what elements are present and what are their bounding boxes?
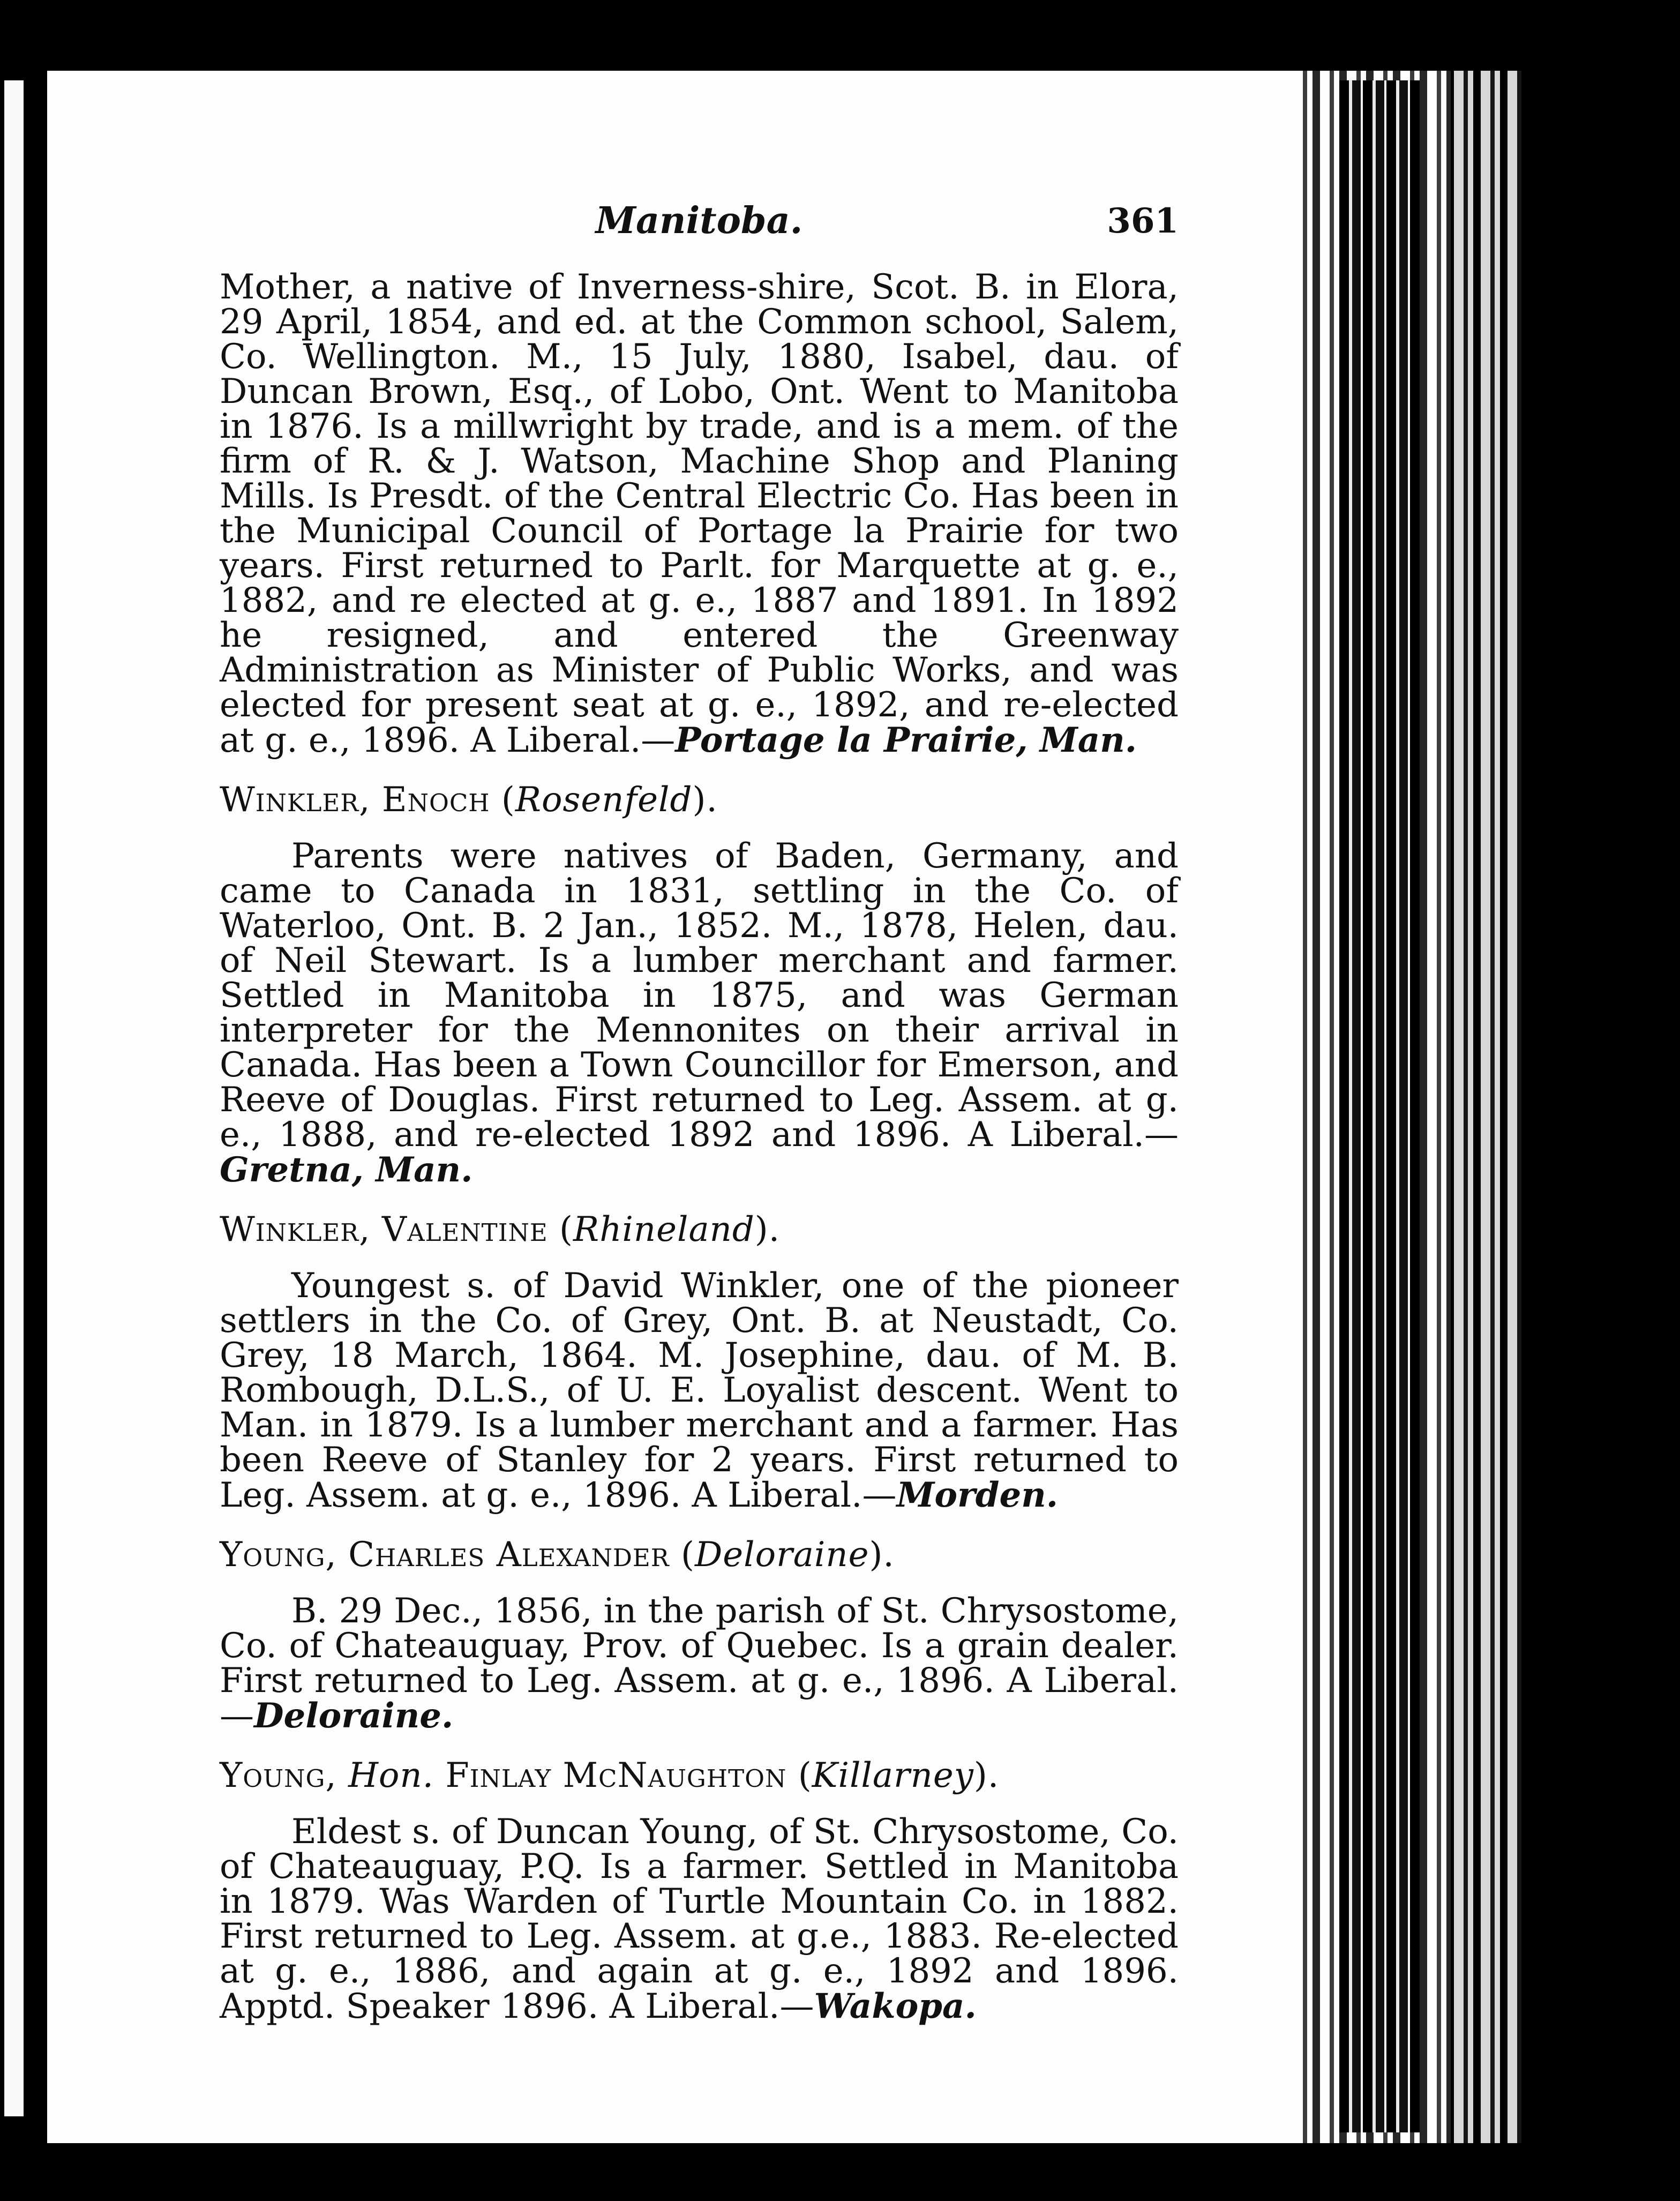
entry-address: Gretna, Man. [220,1150,473,1190]
page-number: 361 [1107,201,1179,241]
entry-heading-young-finlay: Young, Hon. Finlay McNaughton (Killarney). [220,1756,1000,1795]
entry-honorific: Hon. [348,1756,434,1795]
running-title: Manitoba. [595,199,803,242]
scan-border-right [1521,0,1680,2201]
entry-bio-text: B. 29 Dec., 1856, in the parish of St. Chrysostome, Co. of Chateauguay, Prov. of Quebec. Is a grain dealer. First returned to Leg. Assem. at g. e., 1896. A Liberal.— [220,1591,1179,1736]
entry-bio-young-finlay [220,1812,1179,2026]
entry-bio-young-charles [220,1591,1179,1736]
entry-address: Wakopa. [814,1986,977,2026]
entry-name: Finlay McNaughton [445,1756,787,1795]
entry-bio-text: Parents were natives of Baden, Germany, and came to Canada in 1831, settling in the Co. of Waterloo, Ont. B. 2 Jan., 1852. M., 1878, Helen, dau. of Neil Stewart. Is a lumber merchant and farmer. Settled in Manitoba in 1875, and was German interpreter for the Mennonites on their arrival in Canada. Has been a Town Councillor for Emerson, and Reeve of Douglas. First returned to Leg. Assem. at g. e., 1888, and re-elected 1892 and 1896. A Liberal.— [220,836,1179,1155]
entry-bio-winkler-enoch [220,836,1179,1190]
entry-bio-text: Mother, a native of Inverness-shire, Scot. B. in Elora, 29 April, 1854, and ed. at the Common school, Salem, Co. Wellington. M., 15 July, 1880, Isabel, dau. of Duncan Brown, Esq., of Lobo, Ont. Went to Manitoba in 1876. Is a millwright by trade, and is a mem. of the firm of R. & J. Watson, Machine Shop and Planing Mills. Is Presdt. of the Central Electric Co. Has been in the Municipal Council of Portage la Prairie for two years. First returned to Parlt. for Marquette at g. e., 1882, and re elected at g. e., 1887 and 1891. In 1892 he resigned, and entered the Greenway Administration as Minister of Public Works, and was elected for present seat at g. e., 1892, and re-elected at g. e., 1896. A Liberal.— [220,267,1179,760]
page-margin-left [4,80,24,2116]
entry-bio-winkler-valentine [220,1266,1179,1515]
entry-name: Winkler, Valentine [220,1210,548,1249]
entry-bio-text: Youngest s. of David Winkler, one of the pioneer settlers in the Co. of Grey, Ont. B. at Neustadt, Co. Grey, 18 March, 1864. M. Josephine, dau. of M. B. Rombough, D.L.S., of U. E. Loyalist descent. Went to Man. in 1879. Is a lumber merchant and a farmer. Has been Reeve of Stanley for 2 years. First returned to Leg. Assem. at g. e., 1896. A Liberal.— [220,1266,1179,1515]
entry-bio-watson [220,267,1179,760]
entry-address: Morden. [896,1475,1058,1515]
entry-surname: Young, [220,1756,337,1795]
entry-heading-young-charles: Young, Charles Alexander (Deloraine). [220,1535,895,1575]
page-edge-dark [1339,80,1420,2132]
entry-name: Winkler, Enoch [220,780,490,820]
entry-heading-winkler-enoch: Winkler, Enoch (Rosenfeld). [220,780,718,820]
entry-heading-winkler-valentine: Winkler, Valentine (Rhineland). [220,1210,781,1249]
entry-address: Portage la Prairie, Man. [675,720,1137,760]
entry-riding: Killarney [812,1756,974,1795]
entry-address: Deloraine. [254,1696,454,1736]
page-header [220,199,1179,257]
entry-riding: Deloraine [694,1535,869,1575]
entry-riding: Rosenfeld [515,780,693,820]
page-text [220,199,1179,2026]
entry-riding: Rhineland [573,1210,755,1249]
entry-bio-text: Eldest s. of Duncan Young, of St. Chrysostome, Co. of Chateauguay, P.Q. Is a farmer. Settled in Manitoba in 1879. Was Warden of Turtle Mountain Co. in 1882. First returned to Leg. Assem. at g.e., 1883. Re-elected at g. e., 1886, and again at g. e., 1892 and 1896. Apptd. Speaker 1896. A Liberal.— [220,1812,1179,2026]
entry-name: Young, Charles Alexander [220,1535,670,1575]
